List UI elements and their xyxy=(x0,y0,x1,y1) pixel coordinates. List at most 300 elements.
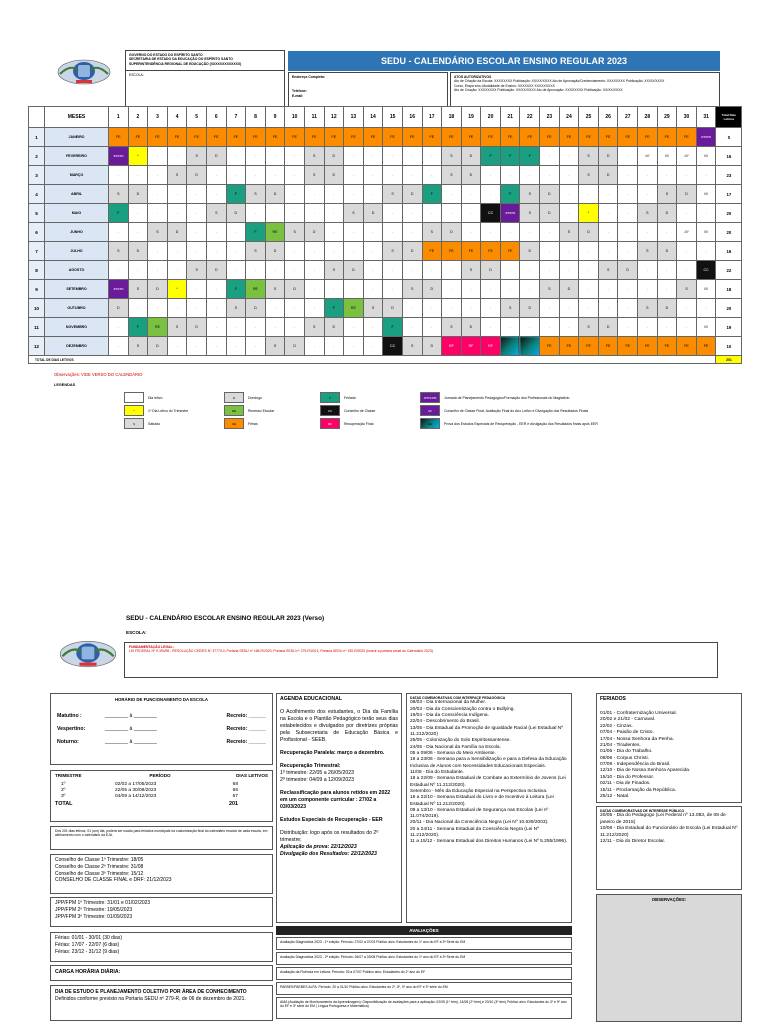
trimester-number: 3º xyxy=(61,794,66,800)
holiday-item: 01/05 - Dia do Trabalho. xyxy=(600,749,653,755)
day-cell: . xyxy=(500,280,520,299)
day-cell: . xyxy=(696,166,716,185)
day-cell: . xyxy=(422,318,442,337)
day-header: 5 xyxy=(187,107,207,128)
day-cell: S xyxy=(285,223,305,242)
day-cell: . xyxy=(148,261,168,280)
day-cell: . xyxy=(461,223,481,242)
day-cell: . xyxy=(265,166,285,185)
month-number: 3 xyxy=(29,166,45,185)
day-cell: F xyxy=(226,280,246,299)
legend-item xyxy=(224,418,258,429)
day-cell: . xyxy=(559,166,579,185)
month-total: 20 xyxy=(716,204,742,223)
evaluation-item: AMA (Avaliação de Monitoramento da Aprendizagem): Disponibilização de avaliações para a aplicação: 02/05 (1º trim), 14/08 (2º trim) e 20/10 (3º trim) Público alvo: Estudantes do 3º e 9º ano do EF e 3º série do EM | Língua Portuguesa e Matemática) xyxy=(276,997,572,1019)
agenda-paragraph: Reclassificação para alunos retidos em 2022 em um componente curricular : 27/02 a 03/03/2023 xyxy=(280,790,391,811)
day-cell: . xyxy=(344,223,364,242)
day-cell: D xyxy=(324,166,344,185)
day-cell: . xyxy=(167,337,187,356)
day-cell: S xyxy=(422,223,442,242)
day-cell: . xyxy=(285,318,305,337)
day-cell: . xyxy=(344,337,364,356)
day-cell: D xyxy=(148,337,168,356)
day-cell: D xyxy=(187,318,207,337)
agenda-paragraph: Distribuição: logo após os resultados do 2º trimestre; xyxy=(280,830,379,844)
day-cell: D xyxy=(540,204,560,223)
day-cell: S xyxy=(500,299,520,318)
day-cell: . xyxy=(206,337,226,356)
day-header: 19 xyxy=(461,107,481,128)
day-cell: . xyxy=(246,166,266,185)
legend-label: 1º Dia Letivo do Trimestre xyxy=(148,408,189,413)
day-cell: . xyxy=(500,261,520,280)
month-row xyxy=(29,299,742,318)
day-cell: FE xyxy=(520,128,540,147)
day-cell: . xyxy=(540,223,560,242)
day-cell: S xyxy=(187,147,207,166)
commemorative-date: 09 a 13/10 - Semana Estadual de Segurança nas Escolas (Lei nº 11.074/2019). xyxy=(410,807,549,820)
day-header: 20 xyxy=(481,107,501,128)
day-cell: RE xyxy=(265,223,285,242)
day-cell: . xyxy=(265,261,285,280)
legend-item xyxy=(124,405,188,416)
day-cell: D xyxy=(540,185,560,204)
shift-time: ________ à ________ xyxy=(105,739,157,745)
day-cell: D xyxy=(148,280,168,299)
day-cell xyxy=(520,337,540,356)
holiday-item: 20/02 e 21/02 - Carnaval. xyxy=(600,717,656,723)
act-line: Ato de Criação: XXXXXXXX Publicação: XX/XX/XXXX Ato de Aprovação: XXXXXXXX Publicação: XX/XX/XXXX xyxy=(454,87,623,92)
day-cell: . xyxy=(540,299,560,318)
day-cell: . xyxy=(128,299,148,318)
day-header: 4 xyxy=(167,107,187,128)
holiday-item: 02/11 - Dia de Finados. xyxy=(600,781,651,787)
day-header: 9 xyxy=(265,107,285,128)
day-cell: . xyxy=(363,242,383,261)
commemorative-date: 11/08 - Dia do Estudante. xyxy=(410,769,465,775)
day-cell: F xyxy=(246,223,266,242)
day-cell: . xyxy=(461,204,481,223)
trimester-number: 2º xyxy=(61,788,66,794)
jpp-line: JPP/FPM 3º Trimestre: 01/09/2023 xyxy=(55,913,133,920)
day-cell: D xyxy=(579,223,599,242)
day-cell: . xyxy=(344,166,364,185)
commemorative-dates-panel xyxy=(406,693,572,923)
month-number: 1 xyxy=(29,128,45,147)
trimester-days: 67 xyxy=(232,794,238,800)
day-cell: . xyxy=(363,223,383,242)
day-cell: D xyxy=(206,147,226,166)
day-cell: . xyxy=(363,166,383,185)
council-line: CONSELHO DE CLASSE FINAL e DRF: 21/12/2023 xyxy=(55,877,172,884)
day-cell: D xyxy=(402,242,422,261)
day-cell: S xyxy=(226,299,246,318)
day-cell: D xyxy=(383,299,403,318)
day-cell: FE xyxy=(324,128,344,147)
day-cell: . xyxy=(363,147,383,166)
day-cell: . xyxy=(363,261,383,280)
day-cell: S xyxy=(598,261,618,280)
day-cell: . xyxy=(657,261,677,280)
day-cell: D xyxy=(128,242,148,261)
agenda-paragraph: Estudos Especiais de Recuperação - EER xyxy=(280,817,383,824)
holiday-item: 15/10 - Dia do Professor. xyxy=(600,774,655,780)
day-cell: D xyxy=(461,318,481,337)
month-row xyxy=(29,147,742,166)
day-cell: . xyxy=(167,185,187,204)
month-total: 18 xyxy=(716,280,742,299)
day-header: 2 xyxy=(128,107,148,128)
day-cell: FE xyxy=(363,128,383,147)
day-cell: S xyxy=(187,261,207,280)
day-cell: . xyxy=(265,147,285,166)
day-cell: * xyxy=(579,204,599,223)
month-number: 6 xyxy=(29,223,45,242)
months-header: MESES xyxy=(45,107,109,128)
day-cell: . xyxy=(559,147,579,166)
day-header: 8 xyxy=(246,107,266,128)
day-cell: . xyxy=(363,185,383,204)
month-number: 7 xyxy=(29,242,45,261)
vacation-panel xyxy=(50,932,273,962)
day-header: 27 xyxy=(618,107,638,128)
day-cell: D xyxy=(422,337,442,356)
public-interest-title: DATAS COMEMORATIVAS DE INTERESSE PÚBLICO xyxy=(600,809,685,813)
month-total: 20 xyxy=(716,299,742,318)
day-cell: . xyxy=(540,242,560,261)
act-line: Ato de Criação da Escola: XXXXXXXX Publicação: XX/XX/XXXX Ato de Aprovação/Credenciamento: XXXXXXXX Publicação: XX/XX/XXXX xyxy=(454,79,665,84)
day-cell: . xyxy=(383,280,403,299)
day-cell: FE xyxy=(109,128,129,147)
legend-item xyxy=(224,392,262,403)
month-number: 8 xyxy=(29,261,45,280)
day-cell: RF xyxy=(442,337,462,356)
day-cell: . xyxy=(618,204,638,223)
evaluation-item: Avaliação Diagnóstica 2023 - 1ª edição: Período: 27/02 a 07/03 Público alvo: Estudantes do 1º ano do EF à 3ª Série do EM xyxy=(276,937,572,950)
legend-item xyxy=(124,418,160,429)
day-cell: . xyxy=(206,185,226,204)
legend-item xyxy=(320,418,373,429)
holiday-item: 08/06 - Corpus Christi. xyxy=(600,755,649,761)
day-cell: FE xyxy=(461,128,481,147)
educational-agenda-panel xyxy=(276,693,402,923)
commemorative-date: 05 a 09/06 - Semana do Meio Ambiente. xyxy=(410,750,496,756)
day-cell: . xyxy=(167,147,187,166)
day-cell: FE xyxy=(265,128,285,147)
day-cell: S xyxy=(442,318,462,337)
day-header: 13 xyxy=(344,107,364,128)
holidays-title: FERIADOS xyxy=(600,696,626,702)
holiday-item: 25/12 - Natal. xyxy=(600,793,630,799)
day-cell: F xyxy=(226,185,246,204)
study-day-panel xyxy=(50,985,273,1021)
day-cell: D xyxy=(481,261,501,280)
day-cell: //// xyxy=(677,223,697,242)
day-cell: . xyxy=(481,299,501,318)
day-cell: . xyxy=(167,261,187,280)
day-cell: D xyxy=(520,242,540,261)
day-cell: D xyxy=(559,280,579,299)
day-cell: S xyxy=(383,242,403,261)
legend-item xyxy=(320,392,356,403)
day-cell: S xyxy=(344,204,364,223)
day-cell: . xyxy=(481,280,501,299)
commemorative-title: DATAS COMEMORATIVAS COM INTERFACE PEDAGÓGICA xyxy=(410,696,506,700)
day-cell: FE xyxy=(559,128,579,147)
day-cell: D xyxy=(167,223,187,242)
day-cell: FE xyxy=(187,128,207,147)
vacation-line: Férias: 23/12 - 31/12 (9 dias) xyxy=(55,948,120,955)
day-cell: . xyxy=(383,261,403,280)
day-cell: //// xyxy=(677,147,697,166)
commemorative-date: 20 a 24/11 - Semana Estadual da Consciência Negra (Lei Nº 11.212/2020). xyxy=(410,826,539,839)
day-cell: RF xyxy=(481,337,501,356)
day-cell: D xyxy=(206,261,226,280)
month-row xyxy=(29,261,742,280)
verso-escola-label: ESCOLA: xyxy=(126,630,147,635)
day-cell: . xyxy=(285,204,305,223)
day-cell: FE xyxy=(677,337,697,356)
day-cell: . xyxy=(187,280,207,299)
day-cell: D xyxy=(422,280,442,299)
planning-days-panel xyxy=(50,897,273,927)
trimester-period: 22/05 a 30/08/2023 xyxy=(115,788,157,794)
day-cell: . xyxy=(285,166,305,185)
month-total: 23 xyxy=(716,166,742,185)
day-cell: FE xyxy=(540,337,560,356)
day-cell: S xyxy=(246,242,266,261)
day-cell: FE xyxy=(442,128,462,147)
day-cell: S xyxy=(128,280,148,299)
month-name: FEVEREIRO xyxy=(45,147,109,166)
day-cell: S xyxy=(579,147,599,166)
month-number: 9 xyxy=(29,280,45,299)
day-cell: S xyxy=(304,147,324,166)
day-cell: S xyxy=(461,261,481,280)
day-cell: D xyxy=(226,204,246,223)
month-row xyxy=(29,185,742,204)
day-cell: . xyxy=(383,147,403,166)
day-cell: . xyxy=(206,280,226,299)
day-cell: D xyxy=(442,223,462,242)
day-cell: S xyxy=(638,299,658,318)
legend-swatch: . xyxy=(124,392,144,403)
day-cell: CC xyxy=(383,337,403,356)
day-cell: . xyxy=(128,261,148,280)
break-time: Recreio: ______ xyxy=(226,739,266,745)
shift-label: Matutino : xyxy=(57,713,82,719)
day-cell: //// xyxy=(696,280,716,299)
day-cell: . xyxy=(520,223,540,242)
commemorative-date: 19/04 - Dia da Consciência Indígena. xyxy=(410,712,489,718)
day-cell: . xyxy=(638,185,658,204)
day-cell: FE xyxy=(402,128,422,147)
agenda-paragraph: Divulgação dos Resultados: 22/12/2023 xyxy=(280,851,377,858)
month-number: 11 xyxy=(29,318,45,337)
agenda-paragraph: Recuperação Paralela: março a dezembro. xyxy=(280,750,385,757)
month-number: 2 xyxy=(29,147,45,166)
day-cell: . xyxy=(206,223,226,242)
day-cell: S xyxy=(206,204,226,223)
day-cell: S xyxy=(304,166,324,185)
day-cell: . xyxy=(304,185,324,204)
day-cell: . xyxy=(598,242,618,261)
day-cell: . xyxy=(324,223,344,242)
evaluation-item: PAEBES/PAEBES ALFA: Período: 20 a 31/10 Público alvo: Estudantes do 2º, 5º, 9º ano do EF e 3º série do EM xyxy=(276,982,572,995)
day-cell: . xyxy=(344,242,364,261)
month-name: JULHO xyxy=(45,242,109,261)
day-cell: //// xyxy=(696,185,716,204)
day-header: 29 xyxy=(657,107,677,128)
day-cell: . xyxy=(383,204,403,223)
day-cell: D xyxy=(598,147,618,166)
day-cell: F xyxy=(109,204,129,223)
day-cell: . xyxy=(559,299,579,318)
legend-swatch: D xyxy=(224,392,244,403)
day-header: 10 xyxy=(285,107,305,128)
day-cell: . xyxy=(109,318,129,337)
day-cell: D xyxy=(304,223,324,242)
month-name: JUNHO xyxy=(45,223,109,242)
day-cell: S xyxy=(638,204,658,223)
day-cell: . xyxy=(187,299,207,318)
council-line: Conselho de Classe 3º Trimestre: 15/12 xyxy=(55,870,144,877)
day-cell: . xyxy=(696,242,716,261)
day-cell: . xyxy=(324,185,344,204)
day-cell: . xyxy=(618,318,638,337)
day-cell: . xyxy=(598,223,618,242)
day-cell: //// xyxy=(696,318,716,337)
day-cell: . xyxy=(598,280,618,299)
day-cell: FE xyxy=(638,337,658,356)
trimester-period: 02/02 a 17/05/2023 xyxy=(115,782,157,787)
legend-item xyxy=(224,405,274,416)
trimester-header: TRIMESTRE xyxy=(55,773,82,778)
day-header: 22 xyxy=(520,107,540,128)
day-header: 18 xyxy=(442,107,462,128)
agenda-paragraph: 1º trimestre: 22/05 a 26/05/2023 xyxy=(280,770,354,777)
legal-basis-title: FUNDAMENTAÇÃO LEGAL: xyxy=(129,645,174,649)
day-cell: . xyxy=(226,261,246,280)
shift-time: ________ à ________ xyxy=(105,713,157,719)
legend-item xyxy=(420,392,570,403)
day-cell: F xyxy=(481,147,501,166)
day-cell: JPP/FPM xyxy=(109,280,129,299)
school-hours-panel xyxy=(50,693,273,765)
day-cell: . xyxy=(128,223,148,242)
day-cell: . xyxy=(363,318,383,337)
commemorative-date: 18 a 22/10 - Semana Estadual do Livro e de Incentivo à Leitura (Lei Estadual Nº 11.212/2020). xyxy=(410,795,554,807)
day-cell: FE xyxy=(285,128,305,147)
day-cell: S xyxy=(304,318,324,337)
month-name: SETEMBRO xyxy=(45,280,109,299)
day-cell: . xyxy=(657,223,677,242)
legend-swatch: RF xyxy=(320,418,340,429)
day-cell: . xyxy=(657,280,677,299)
commemorative-date: 20/11 - Dia Nacional da Consciência Negra (Lei Nº 10.639/2003). xyxy=(410,820,549,826)
day-cell: RE xyxy=(148,318,168,337)
month-number: 10 xyxy=(29,299,45,318)
day-cell: //// xyxy=(696,147,716,166)
holiday-item: 17/04 - Nossa Senhora da Penha. xyxy=(600,736,674,742)
month-name: OUTUBRO xyxy=(45,299,109,318)
daily-workload-panel xyxy=(50,965,273,981)
day-cell: . xyxy=(148,242,168,261)
day-cell: . xyxy=(304,337,324,356)
day-cell: . xyxy=(246,204,266,223)
day-cell: . xyxy=(206,318,226,337)
day-cell: D xyxy=(363,204,383,223)
day-cell: D xyxy=(246,299,266,318)
day-cell: . xyxy=(677,299,697,318)
commemorative-date: Setembro - Mês da Educação Especial na Perspectiva Inclusiva. xyxy=(410,788,548,794)
day-cell: . xyxy=(226,147,246,166)
day-cell: D xyxy=(618,261,638,280)
day-cell: . xyxy=(109,223,129,242)
day-cell: RE xyxy=(246,280,266,299)
trimester-days: 68 xyxy=(232,782,238,787)
legend-item xyxy=(420,418,598,429)
commemorative-date: 25/05 - Colonização do Solo Espiritossantense. xyxy=(410,738,511,744)
legend-label: Recuperação Final xyxy=(344,421,374,426)
day-cell: S xyxy=(128,337,148,356)
day-cell: . xyxy=(442,261,462,280)
day-cell: . xyxy=(344,280,364,299)
agenda-paragraph: Aplicação da prova: 22/12/2023 xyxy=(280,844,357,851)
email-label: E-mail: xyxy=(292,93,304,98)
day-cell: . xyxy=(167,204,187,223)
day-header: 23 xyxy=(540,107,560,128)
gov-line: SUPERINTENDÊNCIA REGIONAL DE EDUCAÇÃO (XXXXXXXXXXXXX) xyxy=(129,61,242,66)
day-cell: FE xyxy=(383,128,403,147)
day-cell: D xyxy=(109,299,129,318)
holiday-item: 15/11 - Proclamação da República. xyxy=(600,787,677,793)
evaluations-title: AVALIAÇÕES xyxy=(276,926,572,935)
class-council-panel xyxy=(50,854,273,894)
legend-swatch: EE xyxy=(420,418,440,429)
school-hours-title: HORÁRIO DE FUNCIONAMENTO DA ESCOLA xyxy=(114,697,209,702)
day-cell: RE xyxy=(344,299,364,318)
day-cell: S xyxy=(520,185,540,204)
day-cell: . xyxy=(285,147,305,166)
day-cell: . xyxy=(540,166,560,185)
day-cell: . xyxy=(481,223,501,242)
day-cell: D xyxy=(265,242,285,261)
day-cell: . xyxy=(402,166,422,185)
day-header: 28 xyxy=(638,107,658,128)
month-number: 4 xyxy=(29,185,45,204)
day-cell: . xyxy=(344,318,364,337)
total-row-label: TOTAL DE DIAS LETIVOS xyxy=(29,356,716,364)
day-cell: . xyxy=(285,242,305,261)
day-cell: FE xyxy=(167,128,187,147)
commemorative-date: 11 a 15/12 - Semana Estadual dos Direitos Humanos (Lei Nº 5.255/1996). xyxy=(410,839,568,845)
day-cell: FE xyxy=(579,337,599,356)
day-cell: . xyxy=(422,261,442,280)
legend-label: Jornada de Planejamento Pedagógico/Formação dos Profissionais do Magistério xyxy=(444,395,570,400)
day-cell: . xyxy=(442,299,462,318)
commemorative-date: 20/03 - Dia da Conscientização contra o Bullying. xyxy=(410,706,515,712)
shift-label: Noturno: xyxy=(57,739,79,745)
day-cell: . xyxy=(324,280,344,299)
day-cell: . xyxy=(167,299,187,318)
day-cell: . xyxy=(187,337,207,356)
day-cell: D xyxy=(187,166,207,185)
legend-swatch: * xyxy=(124,405,144,416)
legend-swatch: FE xyxy=(224,418,244,429)
day-cell: . xyxy=(246,318,266,337)
day-header: 26 xyxy=(598,107,618,128)
